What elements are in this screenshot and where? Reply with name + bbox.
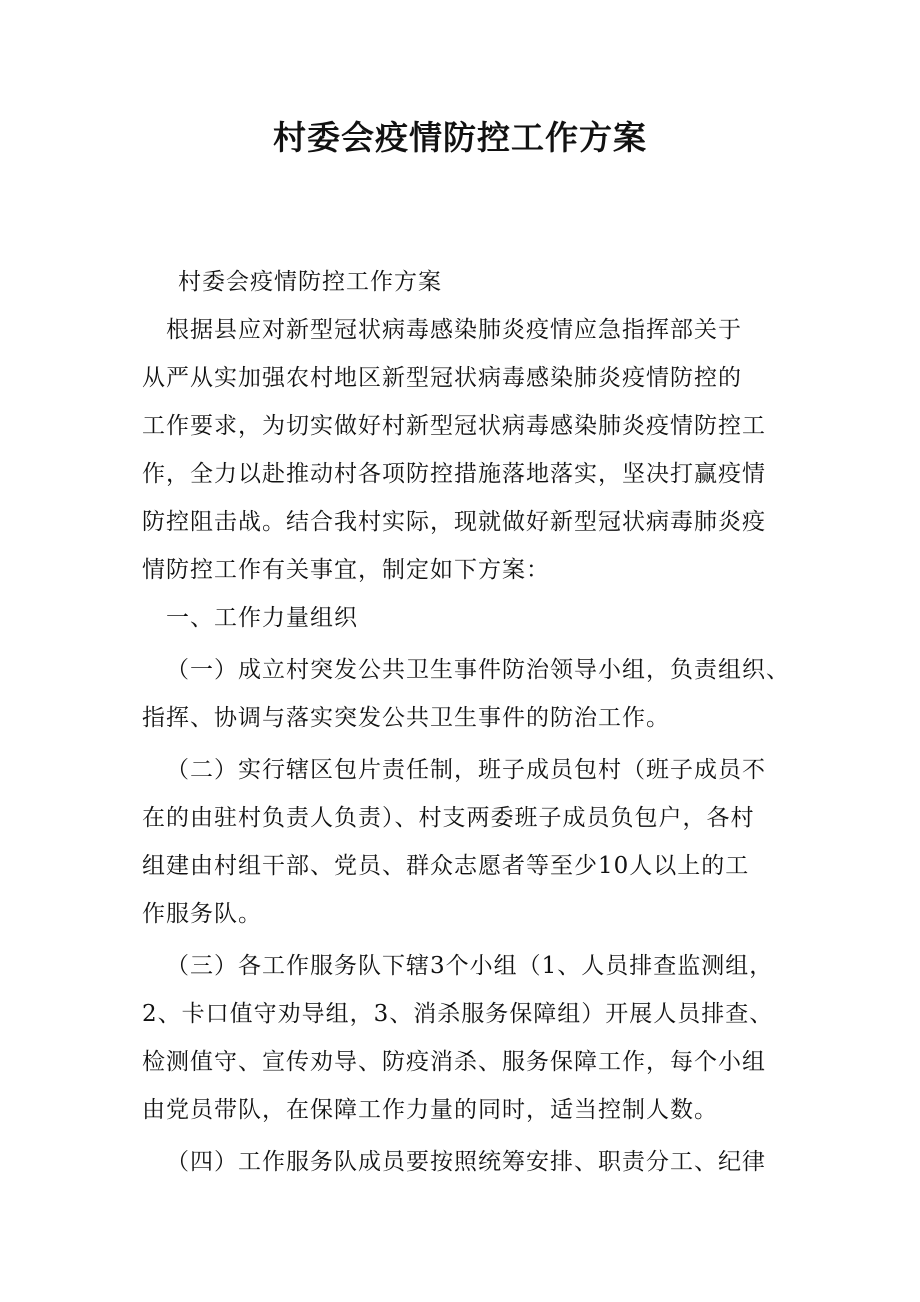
body-line: 在的由驻村负责人负责）、村支两委班子成员负包户，各村 (142, 805, 755, 831)
body-line: 检测值守、宣传劝导、防疫消杀、服务保障工作，每个小组 (142, 1049, 766, 1075)
document-body (142, 258, 802, 1186)
body-line: 2、卡口值守劝导组，3、消杀服务保障组）开展人员排查、 (142, 1001, 774, 1027)
body-line: 情防控工作有关事宜，制定如下方案： (142, 557, 550, 583)
body-line: 作，全力以赴推动村各项防控措施落地落实，坚决打赢疫情 (142, 461, 766, 487)
body-line: 根据县应对新型冠状病毒感染肺炎疫情应急指挥部关于 (166, 317, 742, 343)
body-line: 防控阻击战。结合我村实际，现就做好新型冠状病毒肺炎疫 (142, 509, 766, 535)
body-line: （一）成立村突发公共卫生事件防治领导小组，负责组织、 (166, 657, 790, 683)
body-line: （二）实行辖区包片责任制，班子成员包村（班子成员不 (166, 757, 766, 783)
body-line: 工作要求，为切实做好村新型冠状病毒感染肺炎疫情防控工 (142, 413, 766, 439)
body-line: 由党员带队，在保障工作力量的同时，适当控制人数。 (142, 1097, 718, 1123)
body-line: 组建由村组干部、党员、群众志愿者等至少10人以上的工 (142, 853, 750, 879)
body-line: 作服务队。 (142, 901, 262, 927)
body-line: 村委会疫情防控工作方案 (178, 269, 442, 295)
body-line: （三）各工作服务队下辖3个小组（1、人员排查监测组， (166, 953, 774, 979)
body-line: （四）工作服务队成员要按照统筹安排、职责分工、纪律 (166, 1149, 766, 1175)
document-title: 村委会疫情防控工作方案 (273, 118, 647, 157)
body-line: 指挥、协调与落实突发公共卫生事件的防治工作。 (142, 705, 670, 731)
body-line: 一、工作力量组织 (166, 605, 358, 631)
body-line: 从严从实加强农村地区新型冠状病毒感染肺炎疫情防控的 (142, 365, 742, 391)
